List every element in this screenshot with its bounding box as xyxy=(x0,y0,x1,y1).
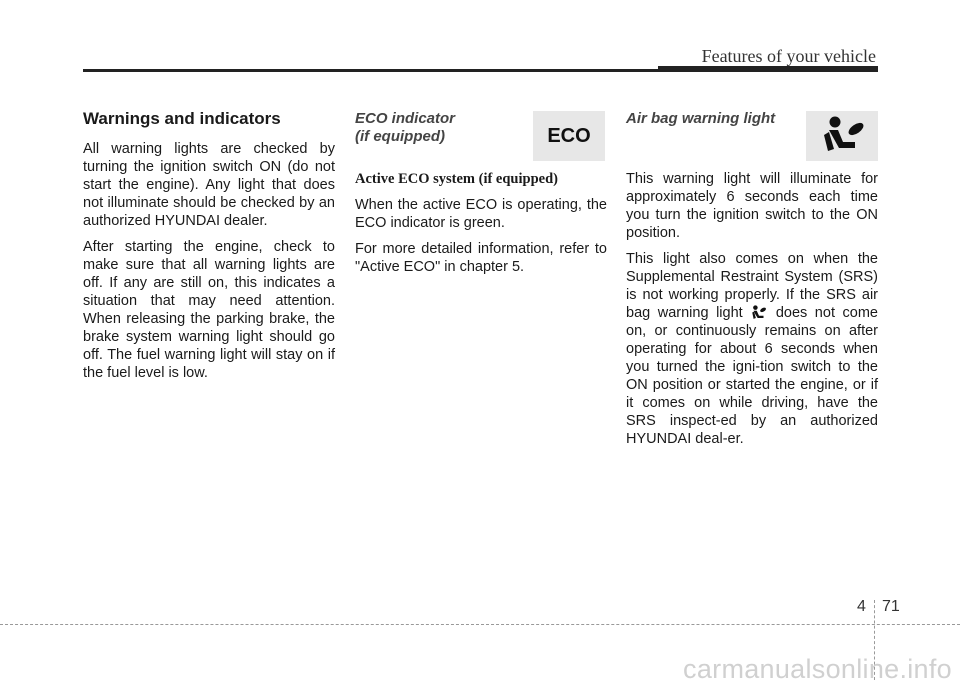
eco-indicator-icon xyxy=(533,111,605,161)
paragraph: When the active ECO is operating, the ECO indicator is green. xyxy=(355,197,607,231)
page-number: 71 xyxy=(882,598,900,615)
section-heading-warnings: Warnings and indicators xyxy=(83,109,281,128)
footer-rule xyxy=(0,624,960,625)
column-warnings xyxy=(83,110,335,390)
airbag-icon xyxy=(814,114,870,158)
eco-heading-line2: (if equipped) xyxy=(355,128,445,145)
paragraph-airbag-detail xyxy=(626,250,878,448)
paragraph: For more detailed information, refer to "Active ECO" in chapter 5. xyxy=(355,241,607,275)
airbag-heading: Air bag warning light xyxy=(626,110,776,127)
eco-subheading: Active ECO system (if equipped) xyxy=(355,171,558,187)
page-header-title: Features of your vehicle xyxy=(701,46,876,66)
paragraph-text: This light also comes on when the Supplemental Restraint System (SRS) is not working properly. If the SRS air bag warning light xyxy=(626,251,878,321)
chapter-number: 4 xyxy=(857,598,866,615)
watermark: carmanualsonline.info xyxy=(683,654,952,684)
airbag-warning-icon xyxy=(806,111,878,161)
paragraph: After starting the engine, check to make sure that all warning lights are off. If any are still on, this indicates a situation that may need attention. When releasing the parking brake, the brake system warning light should go off. The fuel warning light will stay on if the fuel level is low. xyxy=(83,239,335,381)
eco-heading-line1: ECO indicator xyxy=(355,110,456,127)
paragraph: All warning lights are checked by turning the ignition switch ON (do not start the engine). Any light that does not illuminate should be checked by an authorized HYUNDAI dealer. xyxy=(83,141,335,229)
airbag-icon xyxy=(750,304,768,322)
paragraph-text: does not come on, or continuously remains on after operating for about 6 seconds when you turned the igni-tion switch to the ON position or started the engine, or if it comes on while driving, have the SRS inspect-ed by an authorized HYUNDAI deal-er. xyxy=(626,305,878,448)
column-airbag xyxy=(626,110,878,456)
header-rule-accent xyxy=(658,66,878,72)
paragraph: This warning light will illuminate for approximately 6 seconds each time you turn the ignition switch to the ON position. xyxy=(626,171,878,241)
eco-icon-label: ECO xyxy=(547,124,591,147)
